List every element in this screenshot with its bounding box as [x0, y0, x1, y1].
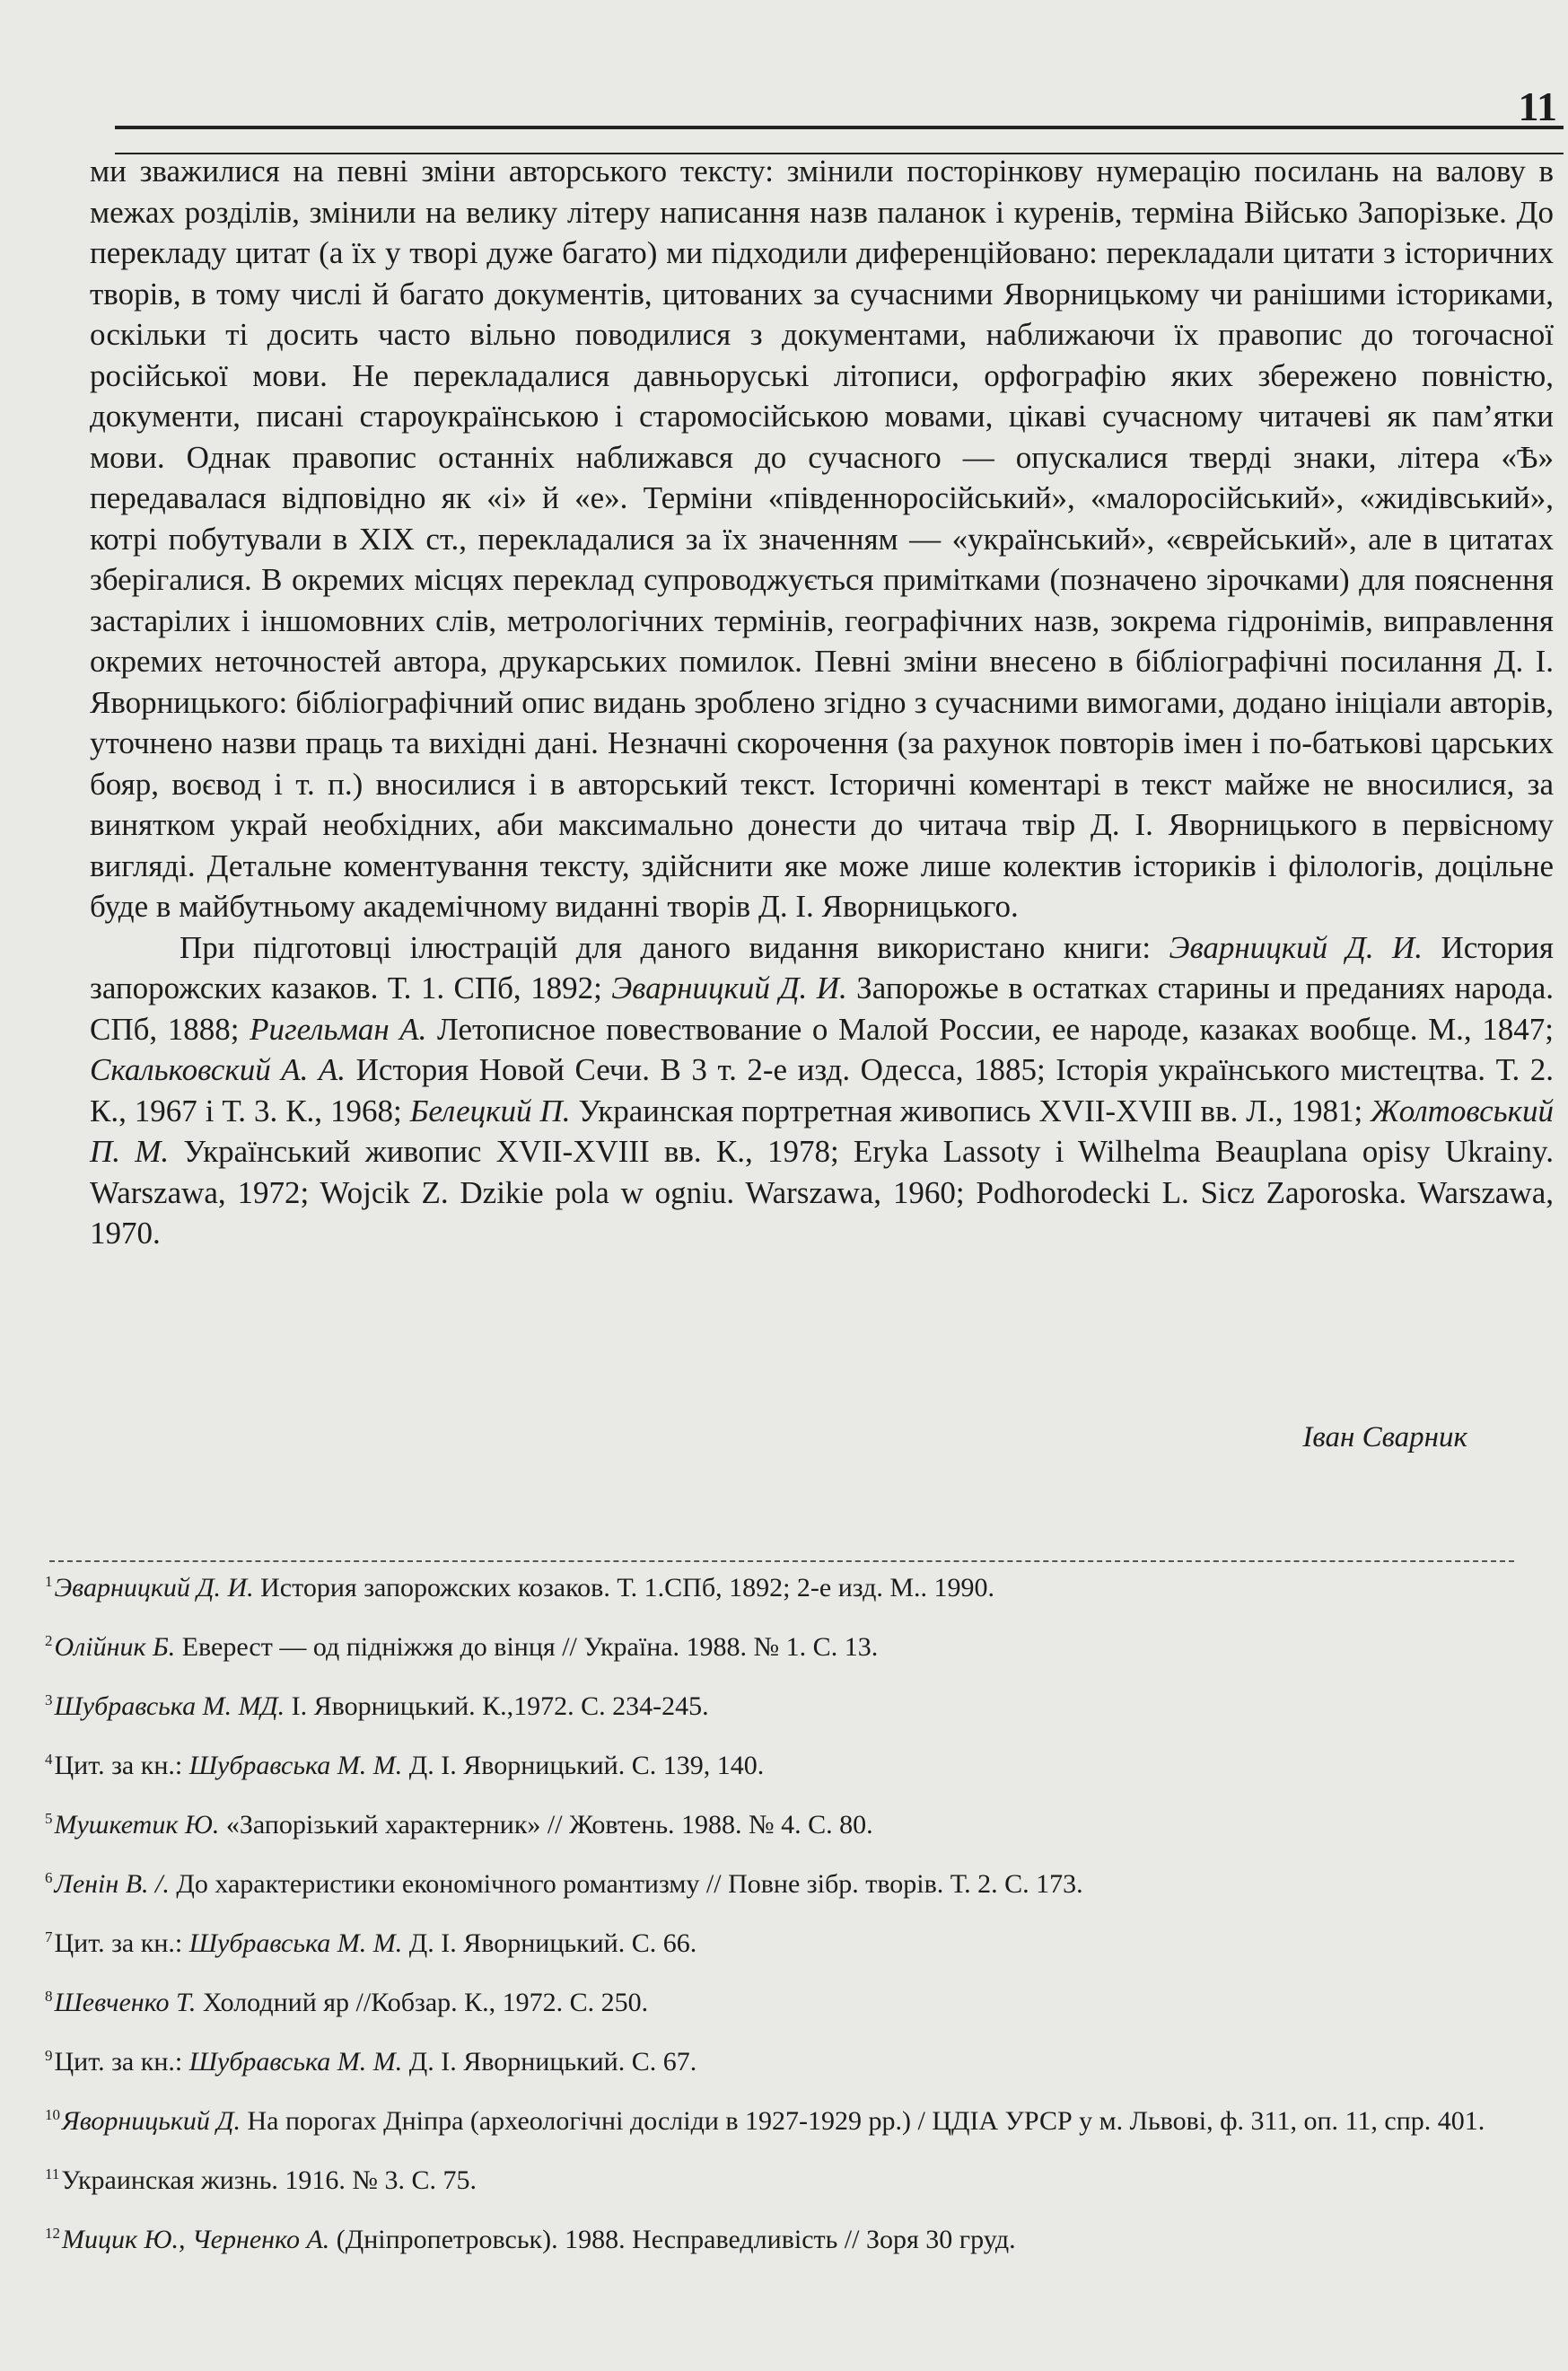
- page-number: 11: [1518, 83, 1557, 129]
- footnote-author: Яворницький Д.: [62, 2106, 241, 2136]
- footnote-number: 11: [45, 2165, 60, 2182]
- paragraph-illustrations: [90, 927, 1554, 1254]
- footnote-text: До характеристики економічного романтизму // Повне зібр. творів. Т. 2. С. 173.: [169, 1869, 1083, 1899]
- footnote-number: 7: [45, 1928, 53, 1945]
- paragraph-text: Летописное повествование о Малой России, ее народе, казаках вообще. М., 1847;: [426, 1011, 1555, 1047]
- footnote-text: На порогах Дніпра (археологічні досліди в 1927-1929 рр.) / ЦДІА УРСР у м. Львові, ф. 311, оп. 11, спр. 401.: [241, 2106, 1485, 2136]
- footnote: [45, 1919, 1496, 1962]
- footnote-author: Олійник Б.: [54, 1632, 176, 1662]
- footnote-prefix: Цит. за кн.:: [54, 2047, 189, 2077]
- footnotes: [45, 1564, 1496, 2275]
- body-text: [90, 151, 1554, 1254]
- paragraph-text: Український живопис XVII-XVIII вв. К., 1978; Eryka Lassoty i Wilhelma Beauplana opisy Ukrainy. Warszawa, 1972; Wojcik Z. Dzikie pola w ogniu. Warszawa, 1960; Podhorodecki L. Sicz Zaporoska. Warszawa, 1970.: [90, 1134, 1555, 1251]
- footnote: [45, 2097, 1496, 2139]
- author-name: Белецкий П.: [409, 1093, 571, 1128]
- footnote-text: (Дніпропетровськ). 1988. Несправедливість // Зоря 30 груд.: [329, 2225, 1016, 2254]
- footnote-author: Шубравська М. М.: [188, 1928, 403, 1958]
- footnote-number: 8: [45, 1988, 53, 2005]
- paragraph-text: История Новой Сечи. В 3 т. 2-е изд. Одесса, 1885; Історія українського мистецтва. Т. 2. К., 1967 і Т. 3. К., 1968;: [90, 1052, 1554, 1128]
- footnote-author: Шубравська М. М.: [188, 1751, 403, 1780]
- footnote-divider: [49, 1560, 1514, 1562]
- footnote-number: 1: [45, 1573, 53, 1590]
- footnote-number: 4: [45, 1751, 53, 1768]
- footnote-text: І. Яворницький. К.,1972. С. 234-245.: [285, 1691, 709, 1721]
- footnote-author: Мицик Ю., Черненко А.: [62, 2225, 330, 2254]
- header-rule: [115, 126, 1564, 129]
- footnote: [45, 1801, 1496, 1843]
- footnote-text: Д. І. Яворницький. С. 139, 140.: [402, 1751, 765, 1780]
- signature: Іван Сварник: [1302, 1421, 1467, 1453]
- paragraph-text: Украинская портретная живопись XVII-XVIII вв. Л., 1981;: [570, 1093, 1371, 1128]
- footnote-number: 5: [45, 1810, 53, 1827]
- footnote-prefix: Цит. за кн.:: [54, 1928, 189, 1958]
- paragraph-text: История запорожских казаков. Т. 1. СПб, 1892;: [90, 929, 1554, 1005]
- author-name: Ригельман А.: [250, 1011, 427, 1047]
- footnote-text: Д. І. Яворницький. С. 66.: [402, 1928, 697, 1958]
- footnote-text: История запорожских козаков. Т. 1.СПб, 1892; 2-е изд. М.. 1990.: [253, 1573, 995, 1603]
- footnote-number: 2: [45, 1632, 53, 1649]
- author-name: Скальковский А. А.: [90, 1052, 346, 1087]
- footnote-number: 12: [45, 2225, 60, 2242]
- footnote-text: Еверест — од підніжжя до вінця // Україна. 1988. № 1. С. 13.: [175, 1632, 879, 1662]
- footnote: [45, 2156, 1496, 2199]
- footnote-author: Ленін В. /.: [54, 1869, 170, 1899]
- footnote: [45, 1979, 1496, 2021]
- footnote-author: Шубравська М. МД.: [54, 1691, 285, 1721]
- footnote-number: 9: [45, 2047, 53, 2064]
- paragraph-text: При підготовці ілюстрацій для даного видання використано книги:: [180, 929, 1169, 965]
- author-name: Эварницкий Д. И.: [1169, 929, 1423, 965]
- footnote-text: Холодний яр //Кобзар. К., 1972. С. 250.: [196, 1988, 649, 2017]
- footnote: [45, 1564, 1496, 1606]
- footnote-text: Украинская жизнь. 1916. № 3. С. 75.: [61, 2165, 477, 2195]
- footnote-author: Эварницкий Д. И.: [54, 1573, 254, 1603]
- footnote-text: «Запорізький характерник» // Жовтень. 1988. № 4. С. 80.: [219, 1810, 873, 1840]
- footnote: [45, 1623, 1496, 1665]
- paragraph-text: Запорожье в остатках старины и преданиях народа. СПб, 1888;: [90, 970, 1554, 1047]
- paragraph: ми зважилися на певні зміни авторського тексту: змінили посторінкову нумерацію посилань на валову в межах розділів, змінили на велику літеру написання назв паланок і куренів, терміна Військо Запорізьке. До перекладу цитат (а їх у творі дуже багато) ми підходили диференційовано: перекладали цитати з історичних творів, в тому числі й багато документів, цитованих за сучасними Яворницькому чи ранішими істориками, оскільки ті досить часто вільно поводилися з документами, наближаючи їх правопис до тогочасної російської мови. Не перекладалися давньоруські літописи, орфографію яких збережено повністю, документи, писані староукраїнською і старомосійською мовами, цікаві сучасному читачеві як пам’ятки мови. Однак правопис останніх наближався до сучасного — опускалися тверді знаки, літера «Ѣ» передавалася відповідно як «і» й «е». Терміни «південноросійський», «малоросійський», «жидівський», котрі побутували в XIX ст., перекладалися за їх значенням — «український», «єврейський», але в цитатах зберігалися. В окремих місцях переклад супроводжується примітками (позначено зірочками) для пояснення застарілих і іншомовних слів, метрологічних термінів, географічних назв, зокрема гідронімів, виправлення окремих неточностей автора, друкарських помилок. Певні зміни внесено в бібліографічні посилання Д. І. Яворницького: бібліографічний опис видань зроблено згідно з сучасними вимогами, додано ініціали авторів, уточнено назви праць та вихідні дані. Незначні скорочення (за рахунок повторів імен і по-батькові царських бояр, воєвод і т. п.) вносилися і в авторський текст. Історичні коментарі в текст майже не вносилися, за винятком украй необхідних, аби максимально донести до читача твір Д. І. Яворницького в первісному вигляді. Детальне коментування тексту, здійснити яке може лише колектив істориків і філологів, доцільне буде в майбутньому академічному виданні творів Д. І. Яворницького.: [90, 154, 1554, 924]
- footnote: [45, 2216, 1496, 2258]
- footnote-author: Мушкетик Ю.: [54, 1810, 220, 1840]
- footnote: [45, 2038, 1496, 2080]
- footnote: [45, 1860, 1496, 1902]
- footnote-author: Шевченко Т.: [54, 1988, 197, 2017]
- footnote-author: Шубравська М. М.: [188, 2047, 403, 2077]
- footnote-prefix: Цит. за кн.:: [54, 1751, 189, 1780]
- footnote: [45, 1742, 1496, 1784]
- author-name: Жолтовський П. М.: [90, 1093, 1554, 1169]
- author-name: Эварницкий Д. И.: [611, 970, 847, 1005]
- footnote-number: 6: [45, 1869, 53, 1886]
- footnote-number: 3: [45, 1691, 53, 1708]
- footnote-text: Д. І. Яворницький. С. 67.: [402, 2047, 697, 2077]
- footnote: [45, 1682, 1496, 1725]
- footnote-number: 10: [45, 2106, 60, 2123]
